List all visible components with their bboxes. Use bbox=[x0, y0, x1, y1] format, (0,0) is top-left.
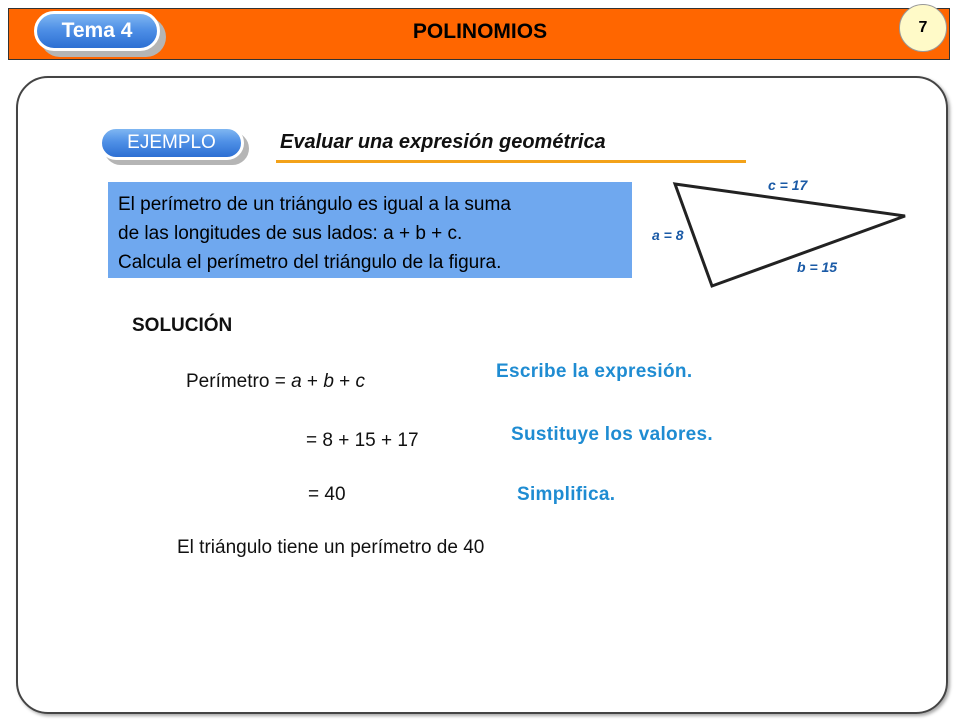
page-number: 7 bbox=[899, 4, 947, 52]
result-step: = 40 bbox=[308, 484, 346, 505]
title-underline bbox=[276, 160, 746, 163]
perimeter-prefix: Perímetro = bbox=[186, 371, 292, 392]
triangle-figure bbox=[640, 168, 920, 298]
solution-heading: SOLUCIÓN bbox=[132, 315, 233, 336]
hint-substitute-values: Sustituye los valores. bbox=[511, 424, 713, 445]
label-c: c = 17 bbox=[768, 177, 808, 193]
label-a: a = 8 bbox=[652, 227, 684, 243]
hint-write-expression: Escribe la expresión. bbox=[496, 361, 693, 382]
var-c: c bbox=[355, 371, 366, 392]
problem-line-3: Calcula el perímetro del triángulo de la figura. bbox=[118, 252, 502, 273]
perimeter-expression bbox=[186, 371, 365, 393]
triangle-shape bbox=[675, 184, 905, 286]
tema-badge[interactable]: Tema 4 bbox=[34, 11, 160, 51]
problem-line-1: El perímetro de un triángulo es igual a la suma bbox=[118, 194, 511, 215]
example-title: Evaluar una expresión geométrica bbox=[280, 131, 606, 153]
conclusion-text: El triángulo tiene un perímetro de 40 bbox=[177, 537, 485, 558]
problem-box bbox=[108, 182, 632, 278]
var-b: b bbox=[323, 371, 334, 392]
substitution-step: = 8 + 15 + 17 bbox=[306, 430, 419, 451]
ejemplo-badge: EJEMPLO bbox=[99, 126, 244, 160]
header-title: POLINOMIOS bbox=[412, 20, 548, 43]
var-a: a bbox=[291, 371, 302, 392]
label-b: b = 15 bbox=[797, 259, 838, 275]
hint-simplify: Simplifica. bbox=[517, 484, 616, 505]
plus-2: + bbox=[333, 371, 356, 392]
problem-line-2: de las longitudes de sus lados: a + b + c. bbox=[118, 223, 463, 244]
plus-1: + bbox=[301, 371, 324, 392]
